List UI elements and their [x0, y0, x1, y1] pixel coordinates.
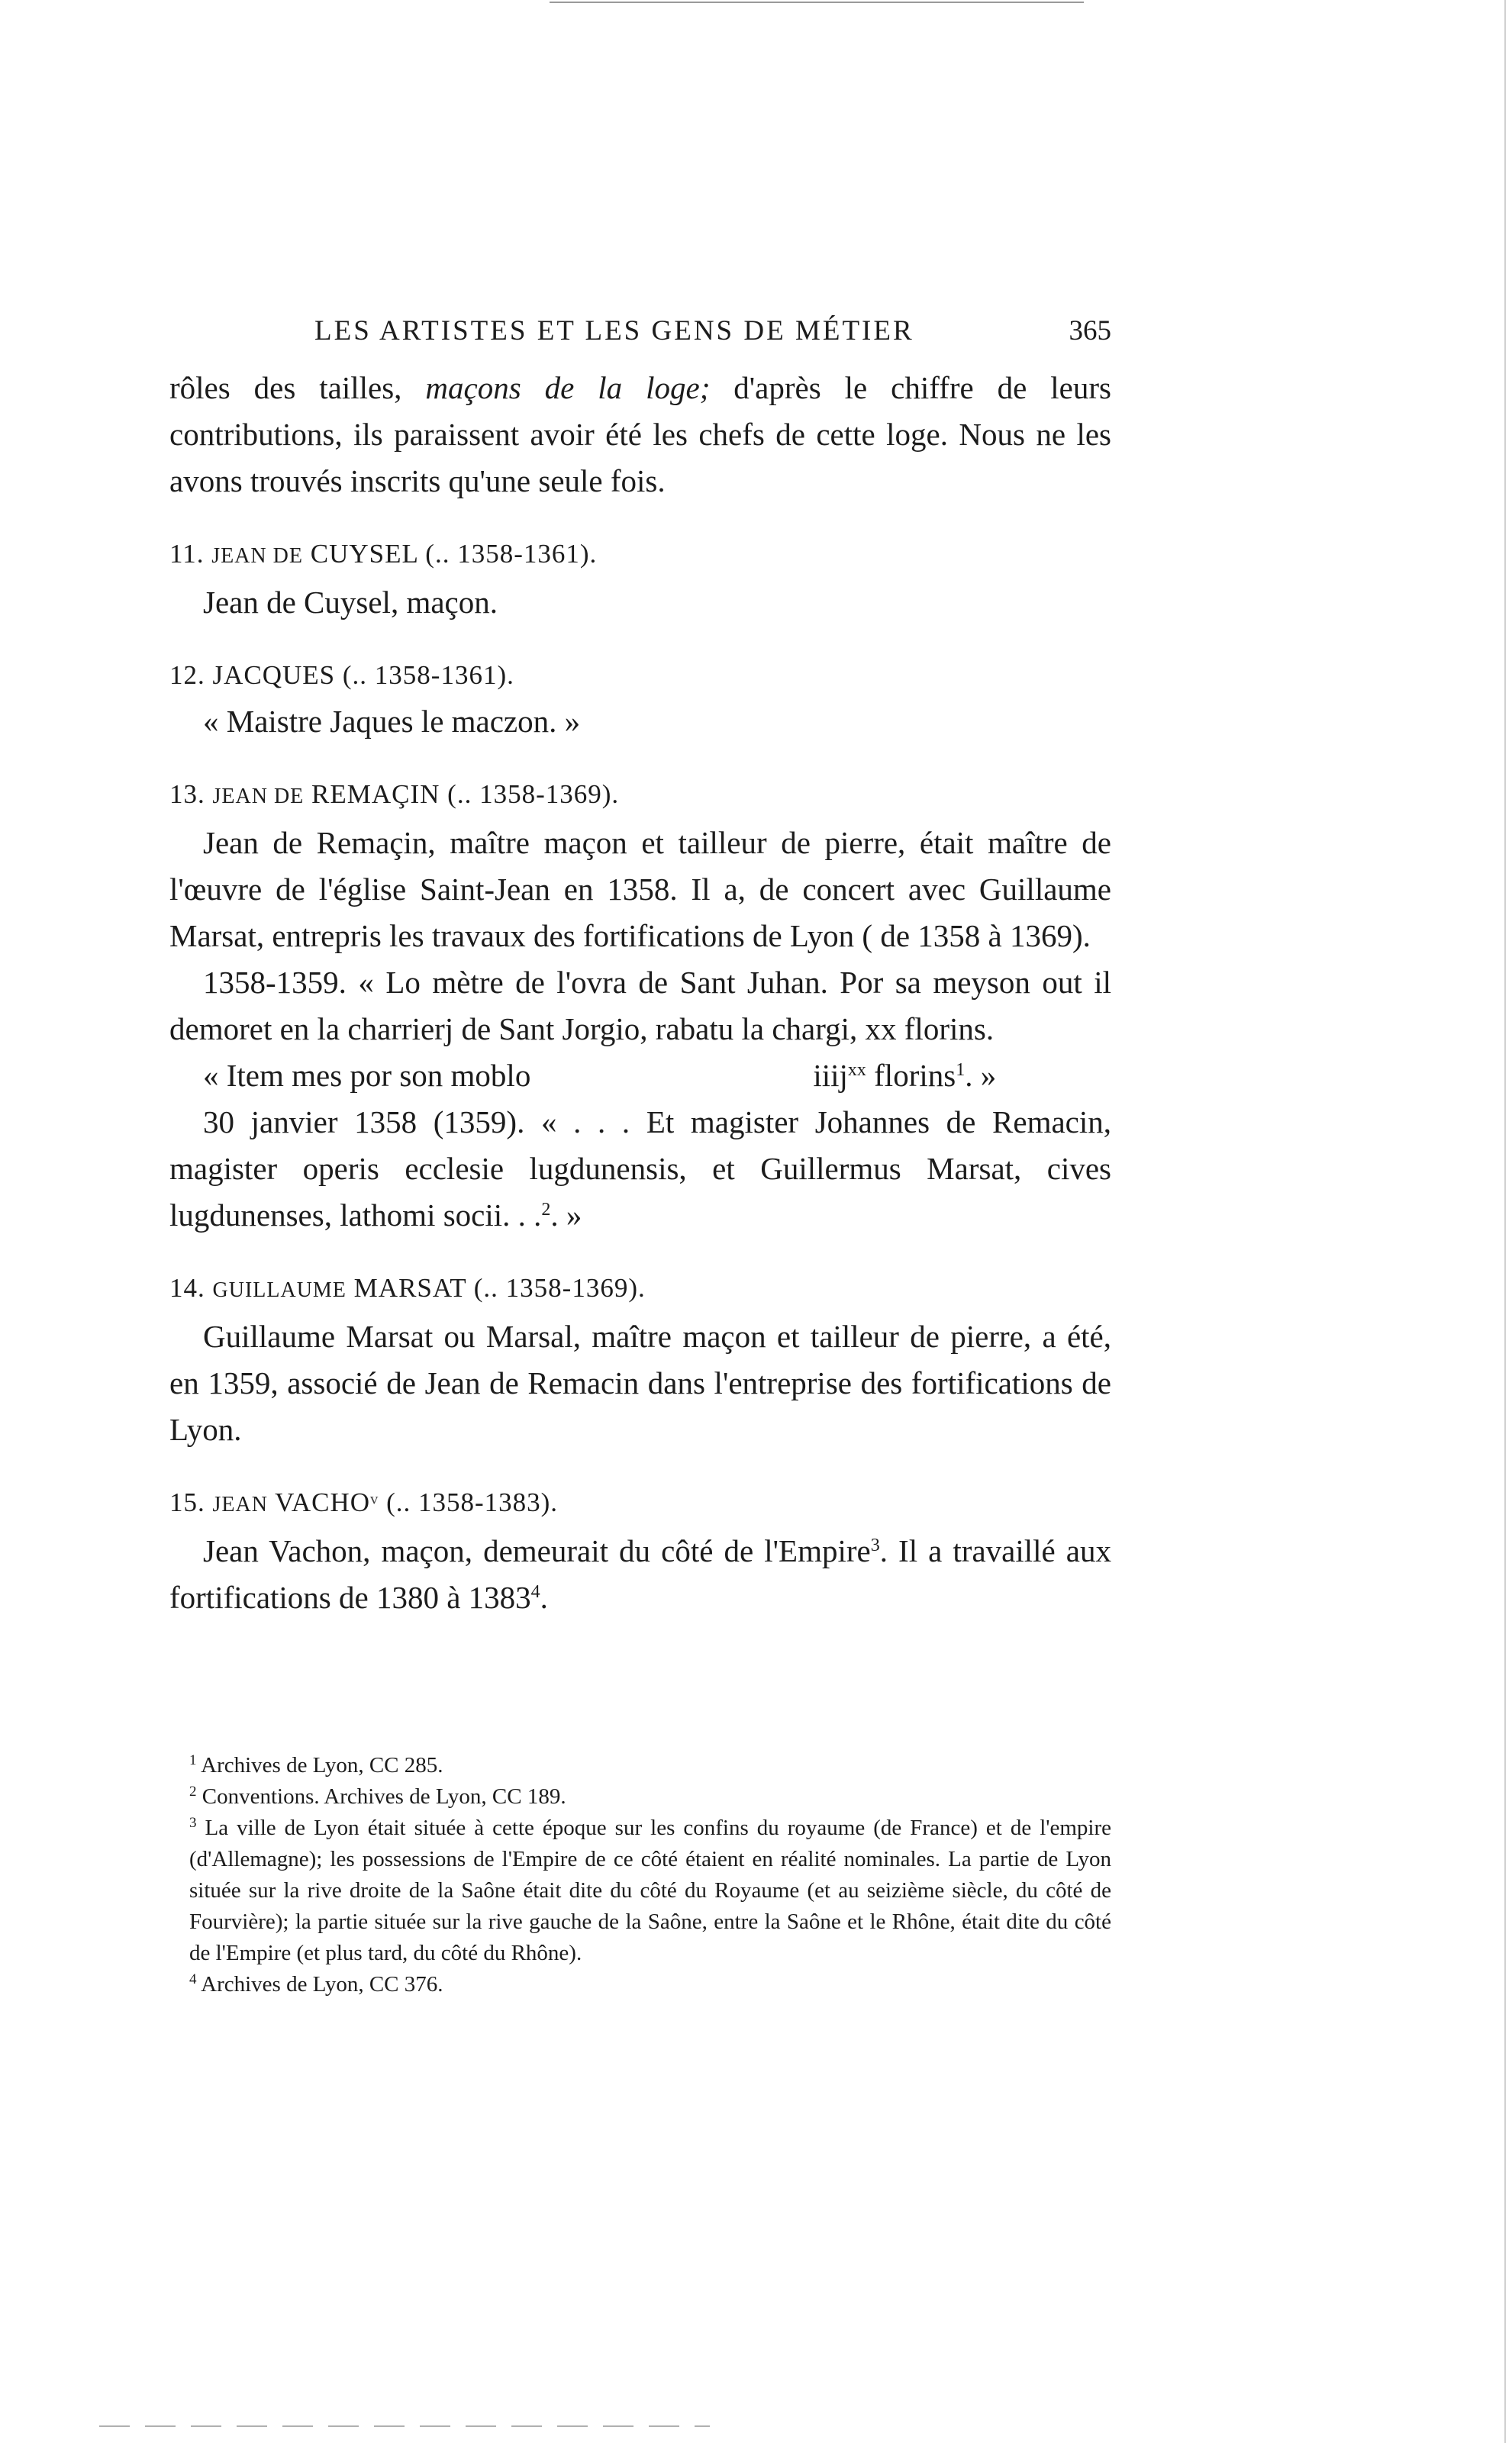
running-head — [169, 314, 1111, 360]
footnote-ref: 2 — [541, 1200, 551, 1220]
footnote-2: $^2$ Conventions. Archives de Lyon, CC 189. — [189, 1784, 566, 1809]
footnote-ref: 1 — [956, 1060, 966, 1080]
intro-paragraph: rôles des tailles, maçons de la loge; d'après le chiffre de leurs contributions, ils paraissent avoir été les chefs de cette loge. Nous ne les avons trouvés inscrits qu'une seule fois. — [169, 370, 1111, 498]
entry-text-13: Jean de Remaçin, maître maçon et tailleur de pierre, était maître de l'œuvre de l'église Saint-Jean en 1358. Il a, de concert avec Guillaume Marsat, entrepris les travaux des fortifications de Lyon ( de 1358 à 1369). — [169, 825, 1111, 953]
entry-text-11: Jean de Cuysel, maçon. — [203, 585, 498, 620]
entry-text-12: « Maistre Jaques le maczon. » — [203, 704, 581, 739]
bottom-scan-marks — [99, 2425, 710, 2427]
entry-heading-11: 11. JEAN DE CUYSEL (.. 1358-1361). — [169, 539, 598, 569]
entry-heading-13: 13. JEAN DE REMAÇIN (.. 1358-1369). — [169, 779, 620, 809]
footnotes — [169, 1750, 1111, 2000]
page-number: 365 — [1069, 315, 1111, 346]
scan-edge — [1504, 0, 1506, 2443]
quote-item: « Item mes por son moblo iiij$^{xx}$ florins$^1$. » — [203, 1058, 997, 1093]
running-head-title: LES ARTISTES ET LES GENS DE MÉTIER — [314, 315, 914, 346]
footnote-ref: 4 — [530, 1582, 540, 1602]
entry-heading-14: 14. GUILLAUME MARSAT (.. 1358-1369). — [169, 1273, 646, 1303]
entry-text-14: Guillaume Marsat ou Marsal, maître maçon et tailleur de pierre, a été, en 1359, associé de Jean de Remacin dans l'entreprise des fortifications de Lyon. — [169, 1319, 1111, 1447]
entry-heading-15: 15. JEAN VACHOᵛ (.. 1358-1383). — [169, 1487, 559, 1517]
footnote-3: $^3$ La ville de Lyon était située à cette époque sur les confins du royaume (de France) et de l'empire (d'Allemagne); les possessions de l'Empire de ce côté étaient en réalité nominales. La partie de Lyon située sur la rive droite de la Saône était dite du côté du Royaume (et au seizième siècle, du côté de Fourvière); la partie située sur la rive gauche de la Saône, entre la Saône et le Rhône, était dite du côté de l'Empire (et plus tard, du côté du Rhône). — [189, 1815, 1111, 1965]
footnote-4: $^4$ Archives de Lyon, CC 376. — [189, 1971, 443, 1997]
entry-heading-12: 12. JACQUES (.. 1358-1361). — [169, 660, 514, 690]
emphasis-text: maçons de la loge; — [425, 370, 711, 405]
footnote-ref: 3 — [870, 1536, 880, 1555]
footnote-1: $^1$ Archives de Lyon, CC 285. — [189, 1752, 443, 1777]
main-text — [169, 365, 1111, 1621]
quote-1358: 1358-1359. « Lo mètre de l'ovra de Sant Juhan. Por sa meyson out il demoret en la charrierj de Sant Jorgio, rabatu la chargi, xx florins. — [169, 965, 1111, 1046]
top-rule — [550, 2, 1084, 3]
entry-text-15: Jean Vachon, maçon, demeurait du côté de l'Empire$^3$. Il a travaillé aux fortifications de 1380 à 1383$^4$. — [169, 1533, 1111, 1615]
quote-1359: 30 janvier 1358 (1359). « . . . Et magister Johannes de Remacin, magister operis ecclesie lugdunensis, et Guillermus Marsat, cives lugdunenses, lathomi socii. . .$^2$. » — [169, 1104, 1111, 1233]
